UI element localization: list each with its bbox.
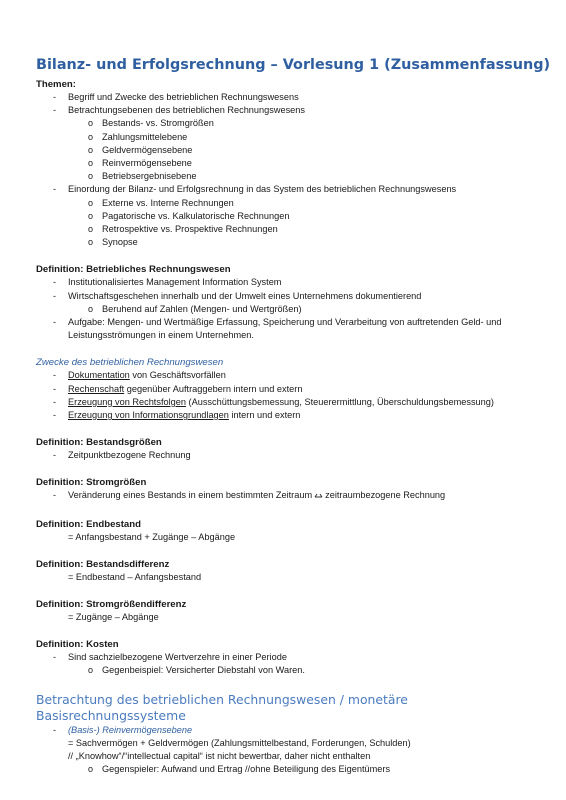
formula: = Anfangsbestand + Zugänge – Abgänge <box>68 531 236 542</box>
arrow-icon <box>314 490 323 503</box>
note: // „Knowhow“/“intellectual capital“ ist nicht bewertbar, daher nicht enthalten <box>68 751 371 762</box>
list-item: - Einordung der Bilanz- und Erfolgsrechnung in das System des betrieblichen Rechnungswesens <box>36 183 530 196</box>
dash-bullet: - <box>53 290 56 301</box>
list-item-continuation: Leistungsströmungen in einem Unternehmen. <box>68 330 254 341</box>
dash-bullet: - <box>53 105 56 116</box>
dash-bullet: - <box>53 277 56 288</box>
dash-bullet: - <box>53 450 56 461</box>
list-item: - Veränderung eines Bestands in einem bestimmten Zeitraum zeitraumbezogene Rechnung <box>36 489 530 503</box>
dash-bullet: - <box>53 92 56 102</box>
list-item: - Erzeugung von Informationsgrundlagen intern und extern <box>36 409 530 422</box>
def-endbestand-label: Definition: Endbestand <box>36 518 141 530</box>
dash-bullet: - <box>53 724 56 735</box>
def-stromgroessen-label: Definition: Stromgrößen <box>36 477 147 489</box>
list-item: - Aufgabe: Mengen- und Wertmäßige Erfassung, Speicherung und Verarbeitung von auftretenden Geld- und <box>36 316 530 329</box>
list-item: - Begriff und Zwecke des betrieblichen Rechnungswesens <box>36 91 530 104</box>
section-def-stromgroessendifferenz <box>36 598 530 624</box>
list-item: - (Basis-) Reinvermögensebene <box>36 724 530 737</box>
list-item: o Gegenbeispiel: Versicherter Diebstahl von Waren. <box>36 664 530 677</box>
list-item: - Rechenschaft gegenüber Auftraggebern intern und extern <box>36 383 530 396</box>
circle-bullet: o <box>88 665 94 676</box>
section-themen <box>36 78 530 249</box>
list-item: o Gegenspieler: Aufwand und Ertrag //ohne Beteiligung des Eigentümers <box>36 763 530 776</box>
section-def-bestandsdifferenz <box>36 558 530 584</box>
dash-bullet: - <box>53 396 56 407</box>
circle-bullet: o <box>88 131 94 142</box>
section-def-stromgroessen <box>36 476 530 503</box>
list-item: - Betrachtungsebenen des betrieblichen Rechnungswesens <box>36 104 530 117</box>
list-item: - Zeitpunktbezogene Rechnung <box>36 449 530 462</box>
section-def-rechnungswesen <box>36 263 530 342</box>
list-item: - Dokumentation von Geschäftsvorfällen <box>36 369 530 382</box>
list-item: o Beruhend auf Zahlen (Mengen- und Wertgrößen) <box>36 303 530 316</box>
def-rechnungswesen-label: Definition: Betriebliches Rechnungswesen <box>36 264 231 276</box>
def-stromgroessendifferenz-label: Definition: Stromgrößendifferenz <box>36 599 187 611</box>
list-item: - Sind sachzielbezogene Wertverzehre in einer Periode <box>36 651 530 664</box>
dash-bullet: - <box>53 370 56 381</box>
circle-bullet: o <box>88 237 94 248</box>
circle-bullet: o <box>88 144 94 155</box>
list-item: - Wirtschaftsgeschehen innerhalb und der Umwelt eines Unternehmens dokumentierend <box>36 290 530 303</box>
list-item: o Betriebsergebnisebene <box>36 170 530 183</box>
circle-bullet: o <box>88 303 94 314</box>
dash-bullet: - <box>53 383 56 394</box>
list-item: o Reinvermögensebene <box>36 157 530 170</box>
formula: = Endbestand – Anfangsbestand <box>68 571 202 582</box>
themen-label: Themen: <box>36 79 76 90</box>
def-bestandsgroessen-label: Definition: Bestandsgrößen <box>36 437 162 449</box>
section-zwecke <box>36 356 530 422</box>
document-title: Bilanz- und Erfolgsrechnung – Vorlesung 1 (Zusammenfassung) <box>36 57 551 73</box>
dash-bullet: - <box>53 490 56 501</box>
section-def-bestandsgroessen <box>36 436 530 462</box>
list-item: o Pagatorische vs. Kalkulatorische Rechnungen <box>36 210 530 223</box>
zwecke-heading: Zwecke des betrieblichen Rechnungswesen <box>36 357 224 369</box>
circle-bullet: o <box>88 118 94 129</box>
list-item: o Bestands- vs. Stromgrößen <box>36 117 530 130</box>
list-item: o Retrospektive vs. Prospektive Rechnungen <box>36 223 530 236</box>
list-item: o Externe vs. Interne Rechnungen <box>36 197 530 210</box>
circle-bullet: o <box>88 764 94 775</box>
list-item: - Institutionalisiertes Management Information System <box>36 276 530 289</box>
dash-bullet: - <box>53 184 56 195</box>
formula: = Zugänge – Abgänge <box>68 612 159 623</box>
circle-bullet: o <box>88 224 94 235</box>
def-kosten-label: Definition: Kosten <box>36 639 119 651</box>
section-def-endbestand <box>36 518 530 544</box>
section-betrachtung <box>36 692 530 777</box>
circle-bullet: o <box>88 158 94 169</box>
section-def-kosten <box>36 638 530 677</box>
list-item: - Erzeugung von Rechtsfolgen (Ausschüttungsbemessung, Steuerermittlung, Überschuldungsbemessung) <box>36 396 530 409</box>
formula: = Sachvermögen + Geldvermögen (Zahlungsmittelbestand, Forderungen, Schulden) <box>68 737 411 748</box>
list-item: o Synopse <box>36 236 530 249</box>
circle-bullet: o <box>88 171 94 182</box>
list-item: o Zahlungsmittelebene <box>36 131 530 144</box>
dash-bullet: - <box>53 410 56 421</box>
dash-bullet: - <box>53 317 56 328</box>
circle-bullet: o <box>88 210 94 221</box>
list-item: o Geldvermögensebene <box>36 144 530 157</box>
betrachtung-heading: Betrachtung des betrieblichen Rechnungswesen / monetäre Basisrechnungssysteme <box>36 691 408 723</box>
circle-bullet: o <box>88 197 94 208</box>
def-bestandsdifferenz-label: Definition: Bestandsdifferenz <box>36 558 170 570</box>
dash-bullet: - <box>53 652 56 663</box>
